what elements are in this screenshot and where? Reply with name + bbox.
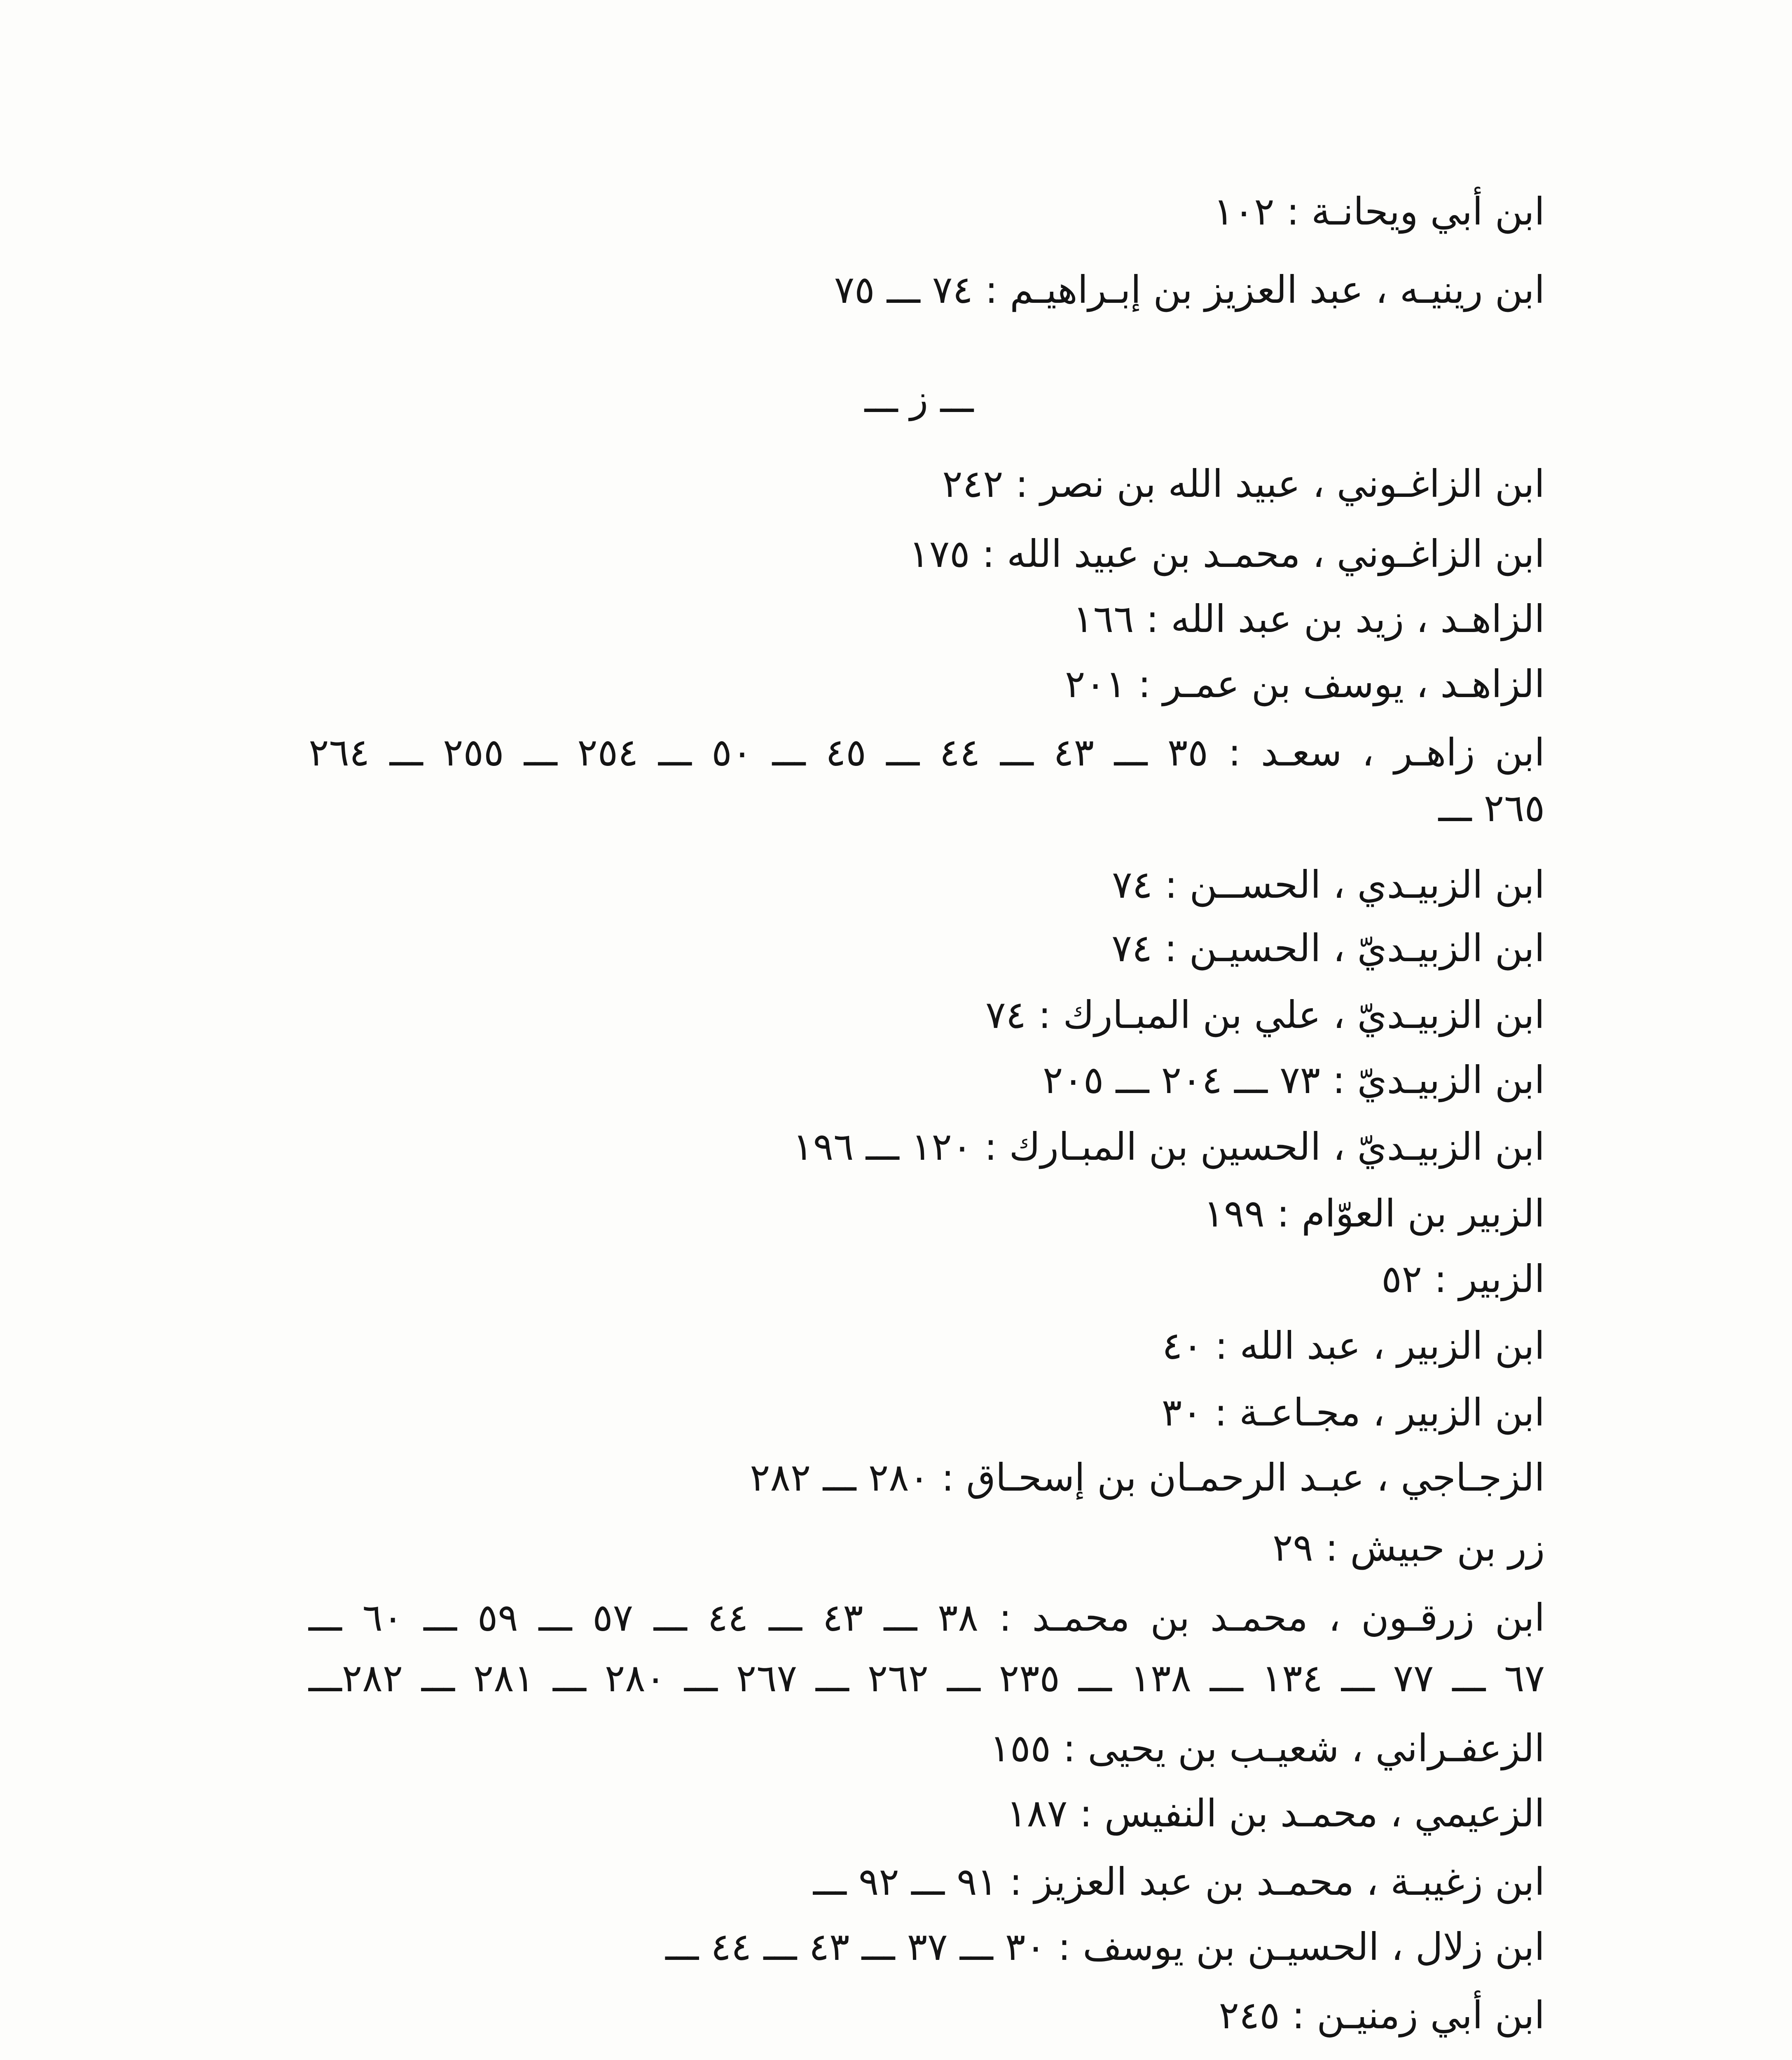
index-entry-text: الزاهـد ، زيد بن عبد الله : ١٦٦ xyxy=(1073,597,1545,641)
index-entry xyxy=(307,455,1545,513)
index-entry xyxy=(307,1785,1545,1842)
index-entry-text xyxy=(1044,2053,1545,2060)
index-entry xyxy=(307,261,1545,319)
index-entry xyxy=(307,1519,1545,1577)
index-entry-text: ٦٧ ـــ ٧٧ ـــ ١٣٤ ـــ ١٣٨ ـــ ٢٣٥ ـــ ٢٦٢ ـــ ٢٦٧ ـــ ٢٨٠ ـــ ٢٨١ ـــ ٢٨٢ـــ xyxy=(309,1656,1545,1700)
index-entry-text: ابن الزبيـدي ، الحســن : ٧٤ xyxy=(1112,863,1545,907)
index-entry-text: ابن الزبيـديّ ، علي بن المبـارك : ٧٤ xyxy=(985,993,1545,1037)
index-entry xyxy=(307,1987,1545,2044)
index-entry xyxy=(307,1720,1545,1777)
index-entry-text: ابن الزاغـوني ، عبيد الله بن نصر : ٢٤٢ xyxy=(942,462,1545,506)
index-entry xyxy=(307,525,1545,583)
index-entry xyxy=(307,1317,1545,1375)
index-entry xyxy=(307,183,1545,241)
index-entry xyxy=(307,1449,1545,1507)
index-entry xyxy=(307,590,1545,648)
index-entry xyxy=(307,1051,1545,1109)
index-entry xyxy=(307,724,1545,782)
index-entry-text: ابن الزاغـوني ، محمـد بن عبيد الله : ١٧٥ xyxy=(909,532,1545,576)
index-entry-text: ابن الزبيـديّ : ٧٣ ـــ ٢٠٤ ـــ ٢٠٥ xyxy=(1043,1058,1545,1102)
index-entry-text: ابن زرقـون ، محمـد بن محمـد : ٣٨ ـــ ٤٣ ـــ ٤٤ ـــ ٥٧ ـــ ٥٩ ـــ ٦٠ ـــ xyxy=(308,1596,1545,1640)
section-letter-header: ـــ ز ـــ xyxy=(864,377,974,421)
index-entry-text: ابن زغيبـة ، محمـد بن عبد العزيز : ٩١ ـــ ٩٢ ـــ xyxy=(813,1860,1545,1904)
index-entry-text: الزجـاجي ، عبـد الرحمـان بن إسحـاق : ٢٨٠ ـــ ٢٨٢ xyxy=(750,1456,1545,1500)
index-entry xyxy=(307,920,1545,977)
index-entry-text: ابن زلال ، الحسيـن بن يوسف : ٣٠ ـــ ٣٧ ـــ ٤٣ ـــ ٤٤ ـــ xyxy=(665,1925,1545,1969)
index-entry-text: الزاهـد ، يوسف بن عمـر : ٢٠١ xyxy=(1065,662,1545,706)
index-entry xyxy=(307,1853,1545,1911)
index-entry-text: ابن زاهـر ، سعـد : ٣٥ ـــ ٤٣ ـــ ٤٤ ـــ ٤٥ ـــ ٥٠ ـــ ٢٥٤ ـــ ٢٥٥ ـــ ٢٦٤ xyxy=(309,730,1545,775)
index-entry-text: ابن أبي زمنيـن : ٢٤٥ xyxy=(1219,1993,1545,2037)
index-entry-continuation xyxy=(307,1650,1545,1707)
index-entry-text: الزعيمي ، محمـد بن النفيس : ١٨٧ xyxy=(1006,1791,1545,1835)
index-entry-text: الزبير : ٥٢ xyxy=(1381,1257,1545,1301)
index-entry xyxy=(307,1589,1545,1647)
index-entry xyxy=(307,2053,1545,2060)
index-entry-text: ابن الزبير ، مجـاعـة : ٣٠ xyxy=(1161,1390,1545,1435)
index-entry-text: ابن الزبير ، عبد الله : ٤٠ xyxy=(1162,1324,1545,1368)
index-entry-text: ابن أبي ويحانـة : ١٠٢ xyxy=(1213,190,1545,234)
index-entry xyxy=(307,1118,1545,1176)
index-entry-continuation xyxy=(307,780,1545,837)
index-entry-text: الزبير بن العوّام : ١٩٩ xyxy=(1203,1192,1545,1236)
index-entry-text: ابن الزبيـديّ ، الحسيـن : ٧٤ xyxy=(1111,926,1545,970)
index-entry xyxy=(307,986,1545,1044)
index-entry xyxy=(307,1384,1545,1442)
index-entry xyxy=(307,655,1545,713)
index-entry-text: ابن الزبيـديّ ، الحسين بن المبـارك : ١٢٠ ـــ ١٩٦ xyxy=(793,1125,1545,1169)
index-entry-text: زر بن حبيش : ٢٩ xyxy=(1273,1526,1545,1570)
index-entry-text: ٢٦٥ ـــ xyxy=(1438,786,1545,830)
index-entry xyxy=(307,1250,1545,1308)
index-entry xyxy=(307,1185,1545,1243)
index-entry-text: ابن رينيـه ، عبد العزيز بن إبـراهيـم : ٧٤ ـــ ٧٥ xyxy=(834,268,1545,312)
index-entry xyxy=(307,856,1545,914)
index-entry xyxy=(307,1918,1545,1976)
index-entry-text: الزعفـراني ، شعيـب بن يحيى : ١٥٥ xyxy=(990,1726,1545,1770)
